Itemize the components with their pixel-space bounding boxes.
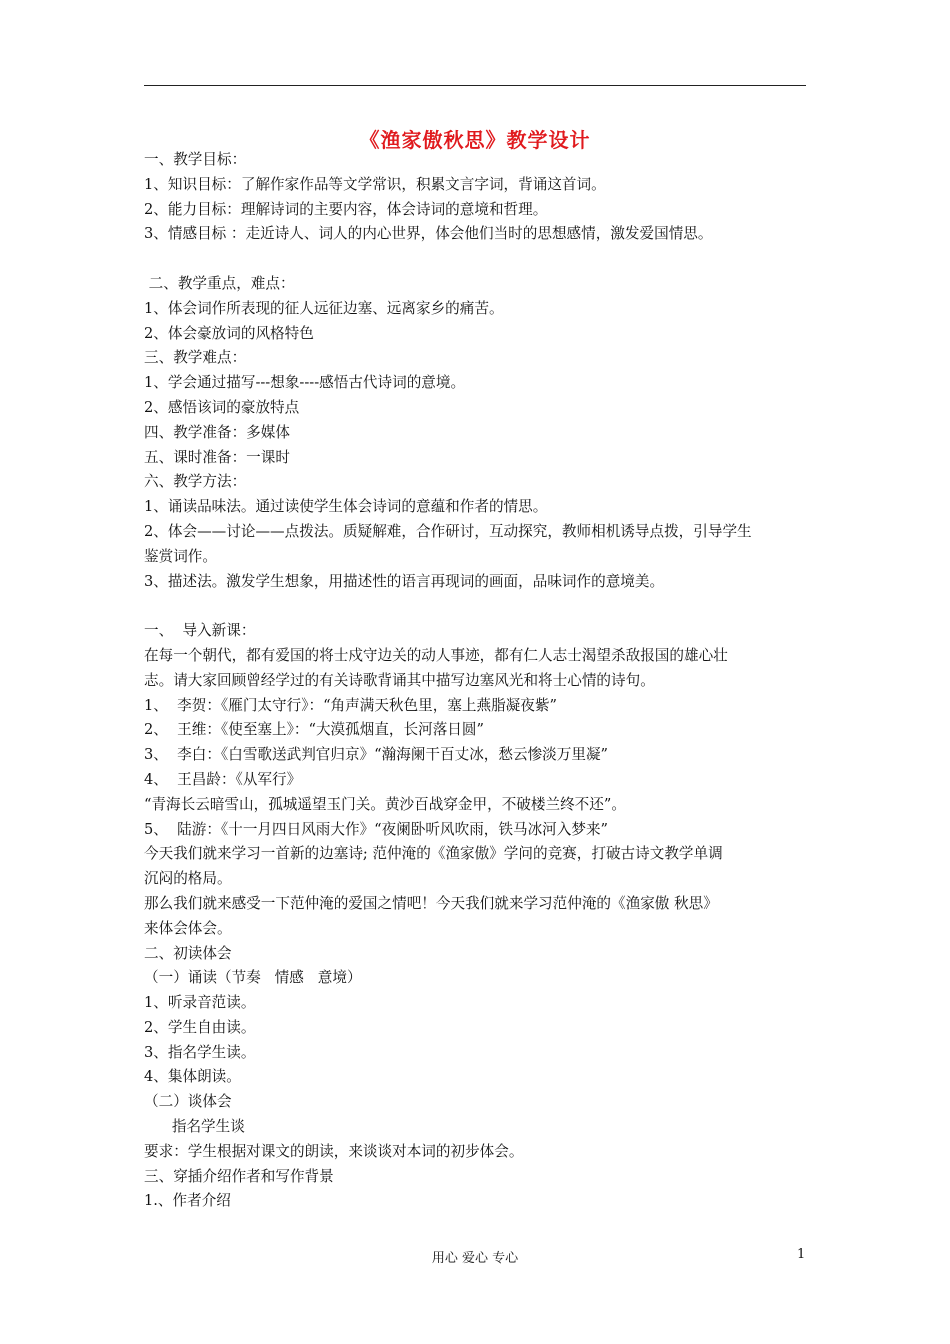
body-line: 2、 王维：《使至塞上》：“大漠孤烟直，长河落日圆” — [144, 721, 484, 739]
body-line: 4、集体朗读。 — [144, 1068, 241, 1086]
body-line: 今天我们就来学习一首新的边塞诗; 范仲淹的《渔家傲》学问的竞赛，打破古诗文教学单调 — [144, 845, 723, 863]
body-line: 5、 陆游：《十一月四日风雨大作》“夜阑卧听风吹雨，铁马冰河入梦来” — [144, 820, 608, 838]
body-line: 2、体会豪放词的风格特色 — [144, 324, 314, 342]
body-line: 志。请大家回顾曾经学过的有关诗歌背诵其中描写边塞风光和将士心情的诗句。 — [144, 671, 655, 689]
document-body — [144, 148, 808, 1214]
body-line: 1、听录音范读。 — [144, 994, 256, 1012]
blank-line — [144, 594, 808, 619]
body-line: “青海长云暗雪山，孤城遥望玉门关。黄沙百战穿金甲，不破楼兰终不还”。 — [144, 795, 626, 813]
body-line: 三、教学难点： — [144, 349, 247, 367]
body-line: 4、 王昌龄：《从军行》 — [144, 770, 302, 788]
body-line: 3、情感目标 ：走近诗人、词人的内心世界，体会他们当时的思想感情，激发爱国情思。 — [144, 225, 713, 243]
document-title: 《渔家傲秋思》教学设计 — [359, 128, 591, 152]
body-line: 1、学会通过描写---想象----感悟古代诗词的意境。 — [144, 374, 466, 392]
body-line: 要求：学生根据对课文的朗读，来谈谈对本词的初步体会。 — [144, 1142, 524, 1160]
body-line: 1、知识目标：了解作家作品等文学常识，积累文言字词，背诵这首词。 — [144, 175, 606, 193]
body-line: 指名学生谈 — [144, 1118, 245, 1136]
body-line: 二、教学重点，难点： — [144, 274, 295, 292]
page-number: 1 — [797, 1247, 806, 1262]
body-line: （二）谈体会 — [144, 1093, 232, 1111]
body-line: 1、诵读品味法。通过读使学生体会诗词的意蕴和作者的情思。 — [144, 498, 548, 516]
body-line: 鉴赏词作。 — [144, 547, 217, 565]
body-line: 四、教学准备：多媒体 — [144, 423, 290, 441]
body-line: 二、初读体会 — [144, 944, 232, 962]
body-line: 1、 李贺：《雁门太守行》：“角声满天秋色里，塞上燕脂凝夜紫” — [144, 696, 557, 714]
header-rule — [144, 85, 806, 86]
body-line: 2、感悟该词的豪放特点 — [144, 398, 300, 416]
body-line: 3、描述法。激发学生想象，用描述性的语言再现词的画面，品味词作的意境美。 — [144, 572, 665, 590]
body-line: 一、教学目标： — [144, 151, 247, 168]
body-line: 3、 李白：《白雪歌送武判官归京》“瀚海阑干百丈冰，愁云惨淡万里凝” — [144, 746, 608, 764]
body-line: 2、体会——讨论——点拨法。质疑解难，合作研讨，互动探究，教师相机诱导点拨，引导学生 — [144, 522, 752, 540]
body-line: 沉闷的格局。 — [144, 870, 232, 888]
body-line: 2、学生自由读。 — [144, 1018, 256, 1036]
body-line: 1.、作者介绍 — [144, 1192, 231, 1210]
body-line: 三、穿插介绍作者和写作背景 — [144, 1167, 334, 1185]
body-line: 五、课时准备：一课时 — [144, 448, 290, 466]
body-line: 1、体会词作所表现的征人远征边塞、远离家乡的痛苦。 — [144, 299, 504, 317]
body-line: 2、能力目标：理解诗词的主要内容，体会诗词的意境和哲理。 — [144, 200, 548, 218]
body-line: 3、指名学生读。 — [144, 1043, 256, 1061]
body-line: 在每一个朝代，都有爱国的将士戍守边关的动人事迹，都有仁人志士渴望杀敌报国的雄心壮 — [144, 646, 728, 664]
blank-line — [144, 247, 808, 272]
body-line: 那么我们就来感受一下范仲淹的爱国之情吧！今天我们就来学习范仲淹的《渔家傲 秋思》 — [144, 894, 718, 912]
body-line: 六、教学方法： — [144, 473, 247, 491]
body-line: 一、 导入新课： — [144, 622, 256, 640]
footer-slogan: 用心 爱心 专心 — [431, 1251, 519, 1266]
body-line: （一）诵读（节奏 情感 意境） — [144, 969, 362, 987]
body-line: 来体会体会。 — [144, 919, 232, 937]
